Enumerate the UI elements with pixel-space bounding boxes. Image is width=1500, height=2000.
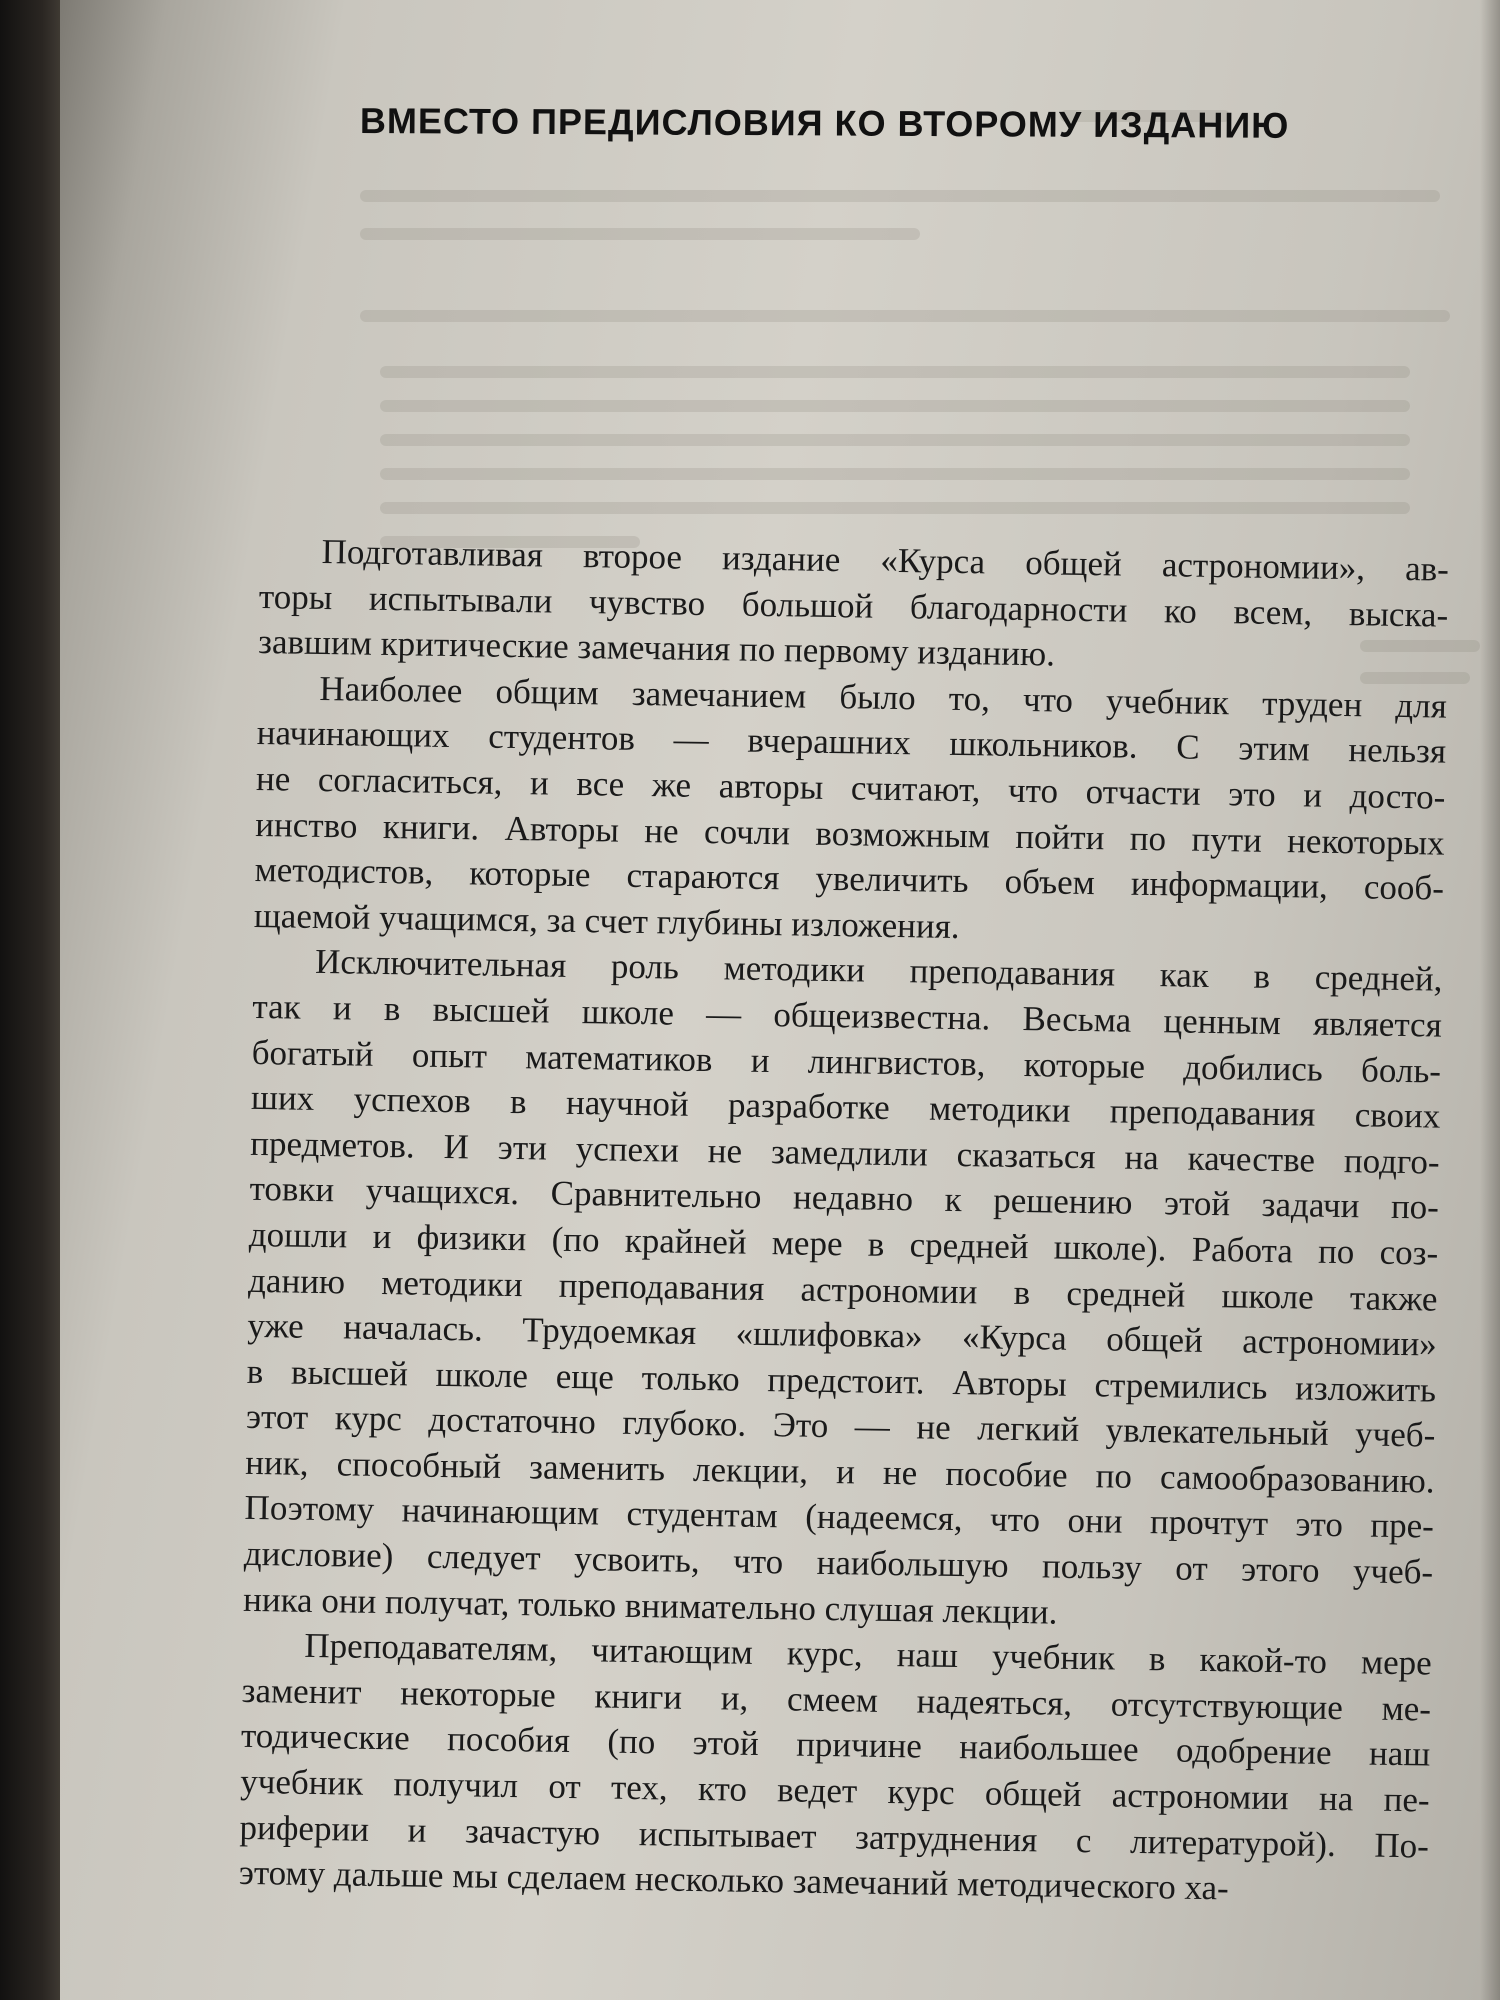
text-line: риферии и зачастую испытывает затруднения с литературой). По- (239, 1807, 1430, 1866)
text-line: ника они получат, только внимательно слушая лекции. (242, 1579, 1058, 1632)
text-line: Преподавателям, читающим курс, наш учебник в какой-то мере (304, 1626, 1433, 1683)
text-line: тодические пособия (по этой причине наибольшее одобрение наш (240, 1716, 1431, 1774)
page-edge-shadow (1480, 0, 1500, 2000)
text-line: так и в высшей школе — общеизвестна. Весьма ценным является (252, 986, 1443, 1045)
text-line: предметов. И эти успехи не замедлили сказаться на качестве подго- (250, 1123, 1440, 1182)
text-line: Наиболее общим замечанием было то, что учебник труден для (319, 668, 1448, 726)
text-line: Исключительная роль методики преподавания как в средней, (314, 942, 1443, 999)
text-line: начинающих студентов — вчерашних школьников. С этим нельзя (256, 713, 1447, 772)
body-text (239, 528, 1490, 1915)
text-line: не согласиться, и все же авторы считают, что отчасти это и досто- (255, 758, 1446, 817)
text-line: щаемой учащимся, за счет глубины изложения. (253, 895, 960, 946)
text-line: этому дальше мы сделаем несколько замечаний методического ха- (238, 1853, 1230, 1908)
text-line: методистов, которые стараются увеличить объем информации, сооб- (254, 850, 1445, 908)
text-line: в высшей школе еще только предстоит. Авторы стремились изложить (246, 1351, 1437, 1410)
text-line: уже началась. Трудоемкая «шлифовка» «Курса общей астрономии» (247, 1305, 1438, 1364)
text-line: этот курс достаточно глубоко. Это — не легкий увлекательный учеб- (245, 1397, 1436, 1455)
text-line: торы испытывали чувство большой благодарности ко всем, выска- (258, 576, 1449, 635)
text-line: данию методики преподавания астрономии в средней школе также (247, 1260, 1438, 1319)
text-line: Поэтому начинающим студентам (надеемся, что они прочтут это пре- (244, 1488, 1435, 1547)
text-line: Подготавливая второе издание «Курса общей астрономии», ав- (321, 531, 1450, 589)
page-title: ВМЕСТО ПРЕДИСЛОВИЯ КО ВТОРОМУ ИЗДАНИЮ (359, 100, 1290, 146)
text-line: завшим критические замечания по первому изданию. (257, 622, 1056, 674)
text-line: заменит некоторые книги и, смеем надеяться, отсутствующие ме- (241, 1670, 1432, 1729)
text-line: дошли и физики (по крайней мере в средней школе). Работа по соз- (248, 1214, 1439, 1273)
text-line: богатый опыт математиков и лингвистов, которые добились боль- (251, 1032, 1442, 1091)
book-page (60, 0, 1500, 2000)
text-line: дисловие) следует усвоить, что наибольшую пользу от этого учеб- (243, 1533, 1434, 1592)
text-line: ник, способный заменить лекции, и не пособие по самообразованию. (245, 1442, 1435, 1501)
text-line: товки учащихся. Сравнительно недавно к решению этой задачи по- (249, 1169, 1440, 1227)
text-line: ших успехов в научной разработке методики преподавания своих (250, 1078, 1441, 1136)
text-line: инство книги. Авторы не сочли возможным пойти по пути некоторых (255, 804, 1445, 863)
text-line: учебник получил от тех, кто ведет курс общей астрономии на пе- (240, 1761, 1430, 1820)
